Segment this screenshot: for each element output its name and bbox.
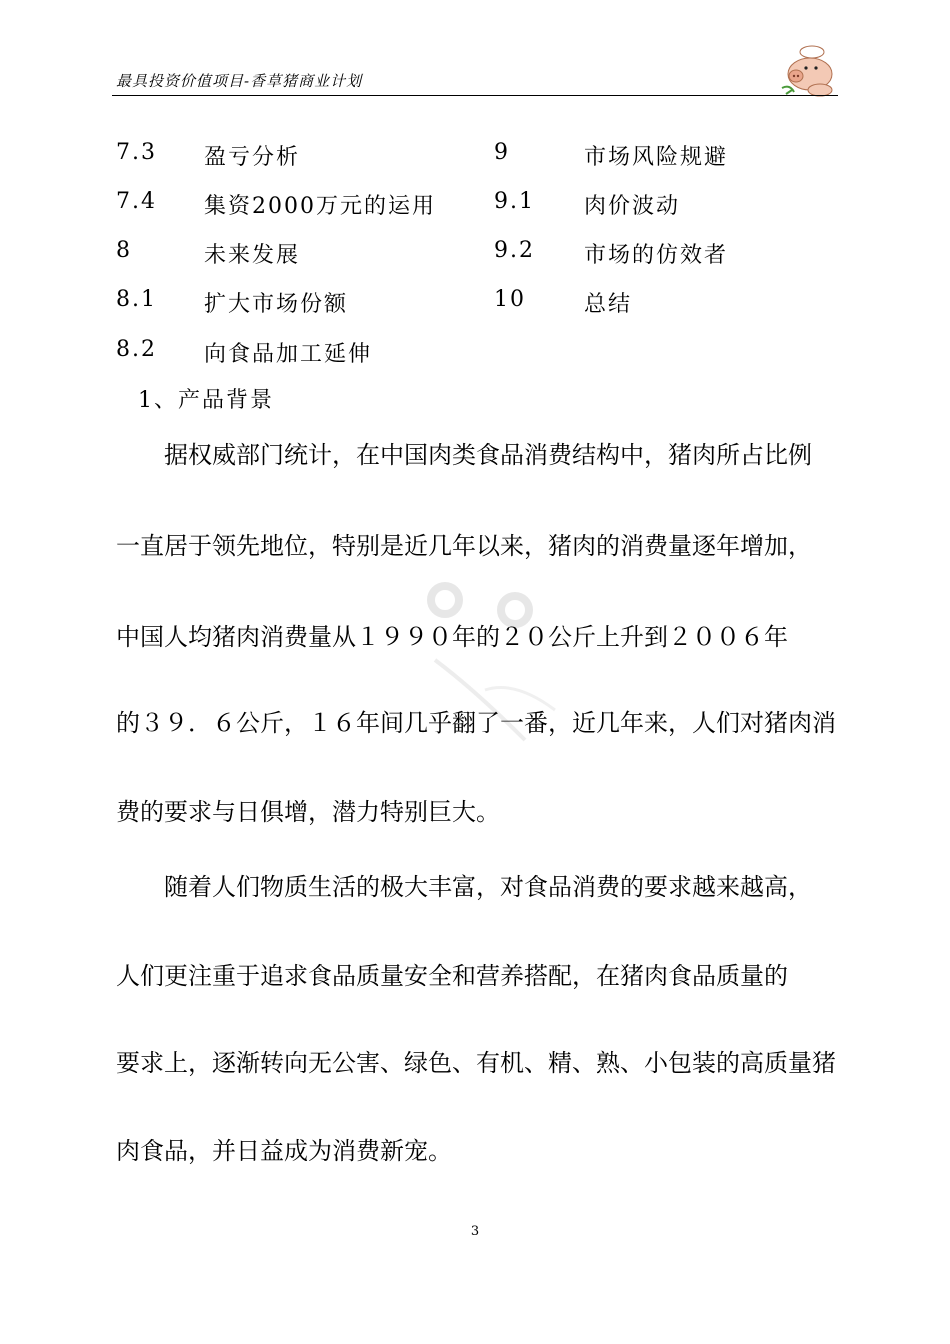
paragraph-line: 人们更注重于追求食品质量安全和营养搭配，在猪肉食品质量的: [116, 962, 788, 990]
toc-title: 向食品加工延伸: [204, 342, 373, 367]
toc-title: 总结: [584, 292, 633, 317]
toc-title: 肉价波动: [584, 194, 681, 219]
paragraph-line: 一直居于领先地位，特别是近几年以来，猪肉的消费量逐年增加，: [116, 532, 812, 560]
paragraph-line: 据权威部门统计，在中国肉类食品消费结构中，猪肉所占比例: [116, 441, 812, 469]
toc-number: 9: [494, 140, 510, 165]
toc-title: 集资2000万元的运用: [204, 194, 436, 219]
toc-number: 9.1: [494, 189, 535, 214]
toc-number: 10: [494, 287, 526, 312]
toc-number: 8: [116, 238, 132, 263]
paragraph-line: 随着人们物质生活的极大丰富，对食品消费的要求越来越高，: [116, 873, 812, 901]
toc-number: 8.2: [116, 337, 157, 362]
toc-title: 扩大市场份额: [204, 292, 349, 317]
toc-number: 8.1: [116, 287, 157, 312]
toc-number: 7.4: [116, 189, 157, 214]
toc-title: 市场的仿效者: [584, 243, 729, 268]
toc-title: 未来发展: [204, 243, 301, 268]
toc-number: 9.2: [494, 238, 535, 263]
paragraph-line: 要求上，逐渐转向无公害、绿色、有机、精、熟、小包装的高质量猪: [116, 1049, 836, 1077]
paragraph-line: 中国人均猪肉消费量从１９９０年的２０公斤上升到２００６年: [116, 623, 788, 651]
table-of-contents: [0, 0, 950, 400]
header-title: 最具投资价值项目-香草猪商业计划: [116, 72, 363, 90]
paragraph-line: 费的要求与日俱增，潜力特别巨大。: [116, 798, 500, 826]
paragraph-line: 肉食品，并日益成为消费新宠。: [116, 1137, 452, 1165]
page-number: 3: [470, 1224, 480, 1239]
toc-number: 7.3: [116, 140, 157, 165]
section-heading: 1、产品背景: [138, 388, 274, 413]
toc-title: 市场风险规避: [584, 145, 729, 170]
watermark-icon: [415, 570, 575, 770]
toc-title: 盈亏分析: [204, 145, 301, 170]
paragraph-line: 的３９．６公斤，１６年间几乎翻了一番，近几年来，人们对猪肉消: [116, 709, 836, 737]
